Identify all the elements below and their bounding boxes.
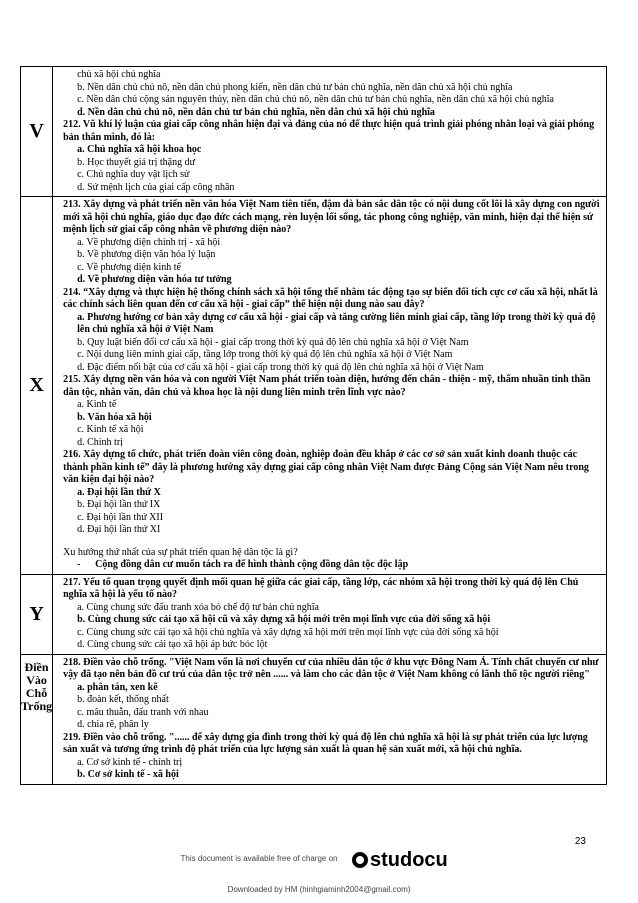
studocu-logo-icon xyxy=(352,852,368,868)
question-text: 213. Xây dựng và phát triển nền văn hóa Việt Nam tiên tiến, đậm đà bản sắc dân tộc có nội dung cốt lõi là xây dựng con người mới xã hội chủ nghĩa, giáo dục đạo đức cách mạng, rèn luyện lối sống, tác phong công nghiệp, văn minh, hiện đại thể hiện sứ mệnh lịch sử giai cấp công nhân về phương diện nào? xyxy=(63,199,600,235)
answer-option: b. Cùng chung sức cải tạo xã hội cũ và xây dựng xã hội mới trên mọi lĩnh vực của đời sống xã hội xyxy=(77,614,491,625)
section-content xyxy=(53,67,607,197)
answer-option: c. Nội dung liên minh giai cấp, tầng lớp trong thời kỳ quá độ lên chủ nghĩa xã hội ở Việt Nam xyxy=(77,349,453,360)
answer-option: b. Đại hội lần thứ IX xyxy=(77,499,161,510)
answer-option: c. Chủ nghĩa duy vật lịch sử xyxy=(77,169,190,180)
answer-option: a. Về phương diện chính trị - xã hội xyxy=(77,236,221,248)
answer-option: c. Cùng chung sức cải tạo xã hội chủ nghĩa và xây dựng xã hội mới trên mọi lĩnh vực của đời sống xã hội xyxy=(77,626,499,638)
answer-option: d. Đại hội lần thứ XI xyxy=(77,524,161,535)
answer-option: a. phân tán, xen kẽ xyxy=(77,681,158,693)
answer-option: d. chia rẽ, phân ly xyxy=(77,719,149,730)
answer-option: a. Cơ sở kinh tế - chính trị xyxy=(77,756,183,768)
answer-option: b. đoàn kết, thống nhất xyxy=(77,694,169,705)
answer-option: a. Cùng chung sức đấu tranh xóa bỏ chế độ tư bản chủ nghĩa xyxy=(77,601,319,613)
question-text: 212. Vũ khí lý luận của giai cấp công nhân hiện đại và đảng của nó để thực hiện quá trình giải phóng nhân loại và giải phóng bản thân mình, đó là: xyxy=(63,119,595,143)
answer-option: b. Học thuyết giá trị thặng dư xyxy=(77,156,196,168)
answer-option: a. Kinh tế xyxy=(77,399,117,410)
answer-option: b. Về phương diện văn hóa lý luận xyxy=(77,249,216,260)
answer-option: c. Đại hội lần thứ XII xyxy=(77,511,164,523)
question-table xyxy=(20,66,607,785)
question-text: 215. Xây dựng nền văn hóa và con người Việt Nam phát triển toàn diện, hướng đến chân - thiện - mỹ, thấm nhuần tinh thần dân tộc, nhân văn, dân chủ và khoa học là nội dung liên minh trên lĩnh vực nào? xyxy=(63,374,591,398)
spacer xyxy=(63,537,602,547)
answer-option: d. Cùng chung sức cải tạo xã hội áp bức bóc lột xyxy=(77,639,268,650)
section-letter: Điền Vào Chỗ Trống xyxy=(21,654,53,784)
answer-option: c. mâu thuẫn, đấu tranh với nhau xyxy=(77,706,209,718)
section-letter: X xyxy=(21,197,53,575)
answer-option: d. Đặc điểm nổi bật của cơ cấu xã hội - giai cấp trong thời kỳ quá độ lên chủ nghĩa xã hội ở Việt Nam xyxy=(77,361,484,373)
question-text: 218. Điền vào chỗ trống. "Việt Nam vốn là nơi chuyển cư của nhiều dân tộc ở khu vực Đông Nam Á. Tính chất chuyển cư như vậy đã tạo nên bản đồ cư trú của dân tộc trở nên ...... và làm cho các dân tộc ở Việt Nam không có lãnh thổ tộc người riêng" xyxy=(63,656,599,680)
answer-option: d. Chính trị xyxy=(77,436,123,448)
section-row xyxy=(21,197,607,575)
answer-option: d. Sứ mệnh lịch của giai cấp công nhân xyxy=(77,181,235,193)
download-notice: Downloaded by HM (hinhgiaminh2004@gmail.com) xyxy=(227,885,411,894)
question-text: Xu hướng thứ nhất của sự phát triển quan hệ dân tộc là gì? xyxy=(63,546,298,558)
answer-line xyxy=(63,559,602,572)
studocu-logo[interactable] xyxy=(352,849,448,872)
question-text: 217. Yếu tố quan trọng quyết định mối quan hệ giữa các giai cấp, tầng lớp, các nhóm xã hội trong thời kỳ quá độ lên Chủ nghĩa xã hội là yếu tố nào? xyxy=(63,576,579,600)
question-text: 216. Xây dựng tổ chức, phát triển đoàn viên công đoàn, nghiệp đoàn đều khắp ở các cơ sở sản xuất kinh doanh thuộc các thành phần kinh tế” đây là phương hướng xây dựng giai cấp công nhân Việt Nam được Đảng Cộng sản Việt Nam nêu trong văn kiện đại hội nào? xyxy=(63,449,589,485)
answer-option: b. Nền dân chủ chủ nô, nền dân chủ phong kiến, nền dân chủ tư bản chủ nghĩa, nền dân chủ xã hội chủ nghĩa xyxy=(77,81,513,93)
section-row xyxy=(21,574,607,654)
section-row xyxy=(21,654,607,784)
dash-marker: - xyxy=(77,559,81,570)
studocu-logo-text: studocu xyxy=(370,849,448,871)
section-row xyxy=(21,67,607,197)
answer-option: c. Nền dân chủ cộng sản nguyên thủy, nền dân chủ chủ nô, nền dân chủ tư bản chủ nghĩa, nền dân chủ xã hội chủ nghĩa xyxy=(77,94,554,105)
section-content xyxy=(53,574,607,654)
question-text: 219. Điền vào chỗ trống. "...... để xây dựng gia đình trong thời kỳ quá độ lên chủ nghĩa xã hội là sự phát triển của lực lượng sản xuất và tương ứng trình độ phát triển của lực lượng sản xuất là quan hệ sản xuất mới, xã hội chủ nghĩa. xyxy=(63,731,588,755)
question-text: 214. “Xây dựng và thực hiện hệ thống chính sách xã hội tổng thể nhằm tác động tạo sự biến đổi tích cực cơ cấu xã hội, nhất là các chính sách liên quan đến cơ cấu xã hội - giai cấp” thể hiện nội dung nào sau đây? xyxy=(63,286,598,310)
answer-option: a. Phương hướng cơ bản xây dựng cơ cấu xã hội - giai cấp và tăng cường liên minh giai cấp, tầng lớp trong thời kỳ quá độ lên chủ nghĩa xã hội ở Việt Nam xyxy=(77,311,596,335)
section-content xyxy=(53,654,607,784)
section-letter: V xyxy=(21,67,53,197)
answer-option: b. Cơ sở kinh tế - xã hội xyxy=(77,769,179,780)
answer-text: Cộng đồng dân cư muốn tách ra để hình thành cộng đồng dân tộc độc lập xyxy=(95,559,409,570)
answer-option: c. Kinh tế xã hội xyxy=(77,424,144,435)
answer-option: a. Đại hội lần thứ X xyxy=(77,486,161,498)
answer-option: c. Về phương diện kinh tế xyxy=(77,261,181,273)
free-text: This document is available free of charge on xyxy=(180,854,338,863)
answer-option: d. Nền dân chủ chủ nô, nền dân chủ tư bản chủ nghĩa, nền dân chủ xã hội chủ nghĩa xyxy=(77,106,435,118)
page-number: 23 xyxy=(574,836,586,847)
answer-option: a. Chủ nghĩa xã hội khoa học xyxy=(77,144,202,155)
answer-option: b. Quy luật biến đổi cơ cấu xã hội - giai cấp trong thời kỳ quá độ lên chủ nghĩa xã hội ở Việt Nam xyxy=(77,336,469,348)
answer-option: d. Về phương diện văn hóa tư tưởng xyxy=(77,274,232,285)
section-content xyxy=(53,197,607,575)
answer-option: b. Văn hóa xã hội xyxy=(77,411,152,423)
section-letter: Y xyxy=(21,574,53,654)
answer-option: chủ xã hội chủ nghĩa xyxy=(77,69,161,80)
